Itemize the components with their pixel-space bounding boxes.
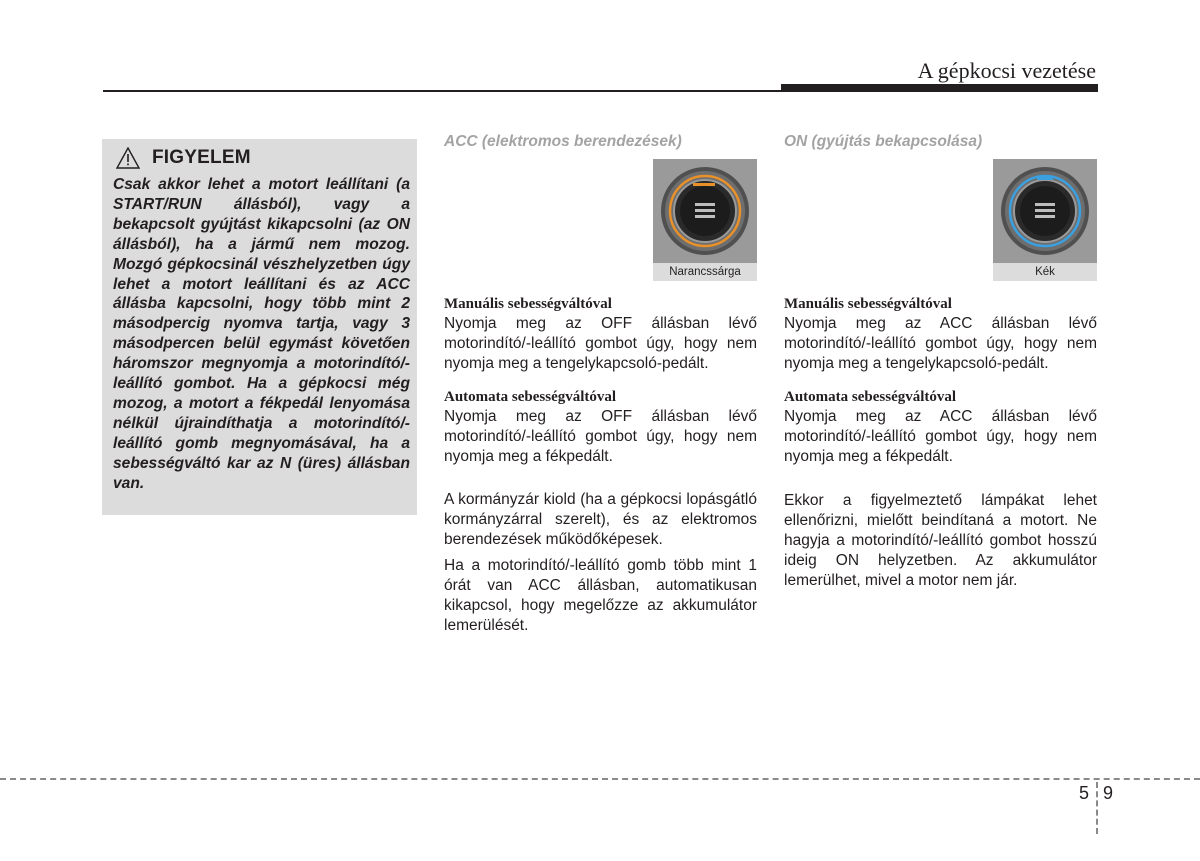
on-column xyxy=(784,133,1097,591)
on-photo-figure xyxy=(993,159,1097,281)
footer-divider xyxy=(0,778,1200,780)
acc-photo-caption: Narancssárga xyxy=(653,263,757,281)
start-stop-button-icon xyxy=(997,163,1093,259)
acc-automatic-text: Nyomja meg az OFF állásban lévő motorindító/-leállító gombot úgy, hogy nem nyomja meg a fékpedált. xyxy=(444,408,757,465)
on-section-title: ON (gyújtás bekapcsolása) xyxy=(784,133,983,150)
on-start-button-photo xyxy=(993,159,1097,263)
warning-box xyxy=(102,139,417,515)
warning-triangle-icon xyxy=(116,147,140,169)
header-accent-bar xyxy=(781,84,1098,92)
chapter-number: 5 xyxy=(1079,783,1090,803)
on-paragraph-warning-lamps: Ekkor a figyelmeztető lámpákat lehet ellenőrizni, mielőtt beindítaná a motort. Ne hagyja a motorindító/-leállító gombot hosszú ideig ON helyzetben. Az akkumulátor lemerülhet, mivel a motor nem jár. xyxy=(784,492,1097,589)
acc-column xyxy=(444,133,757,636)
acc-manual-heading: Manuális sebességváltóval xyxy=(444,296,612,312)
acc-automatic-heading: Automata sebességváltóval xyxy=(444,389,617,405)
start-stop-button-icon xyxy=(657,163,753,259)
acc-manual-text: Nyomja meg az OFF állásban lévő motorindító/-leállító gombot úgy, hogy nem nyomja meg a tengelykapcsoló-pedált. xyxy=(444,315,757,372)
on-automatic-text: Nyomja meg az ACC állásban lévő motorindító/-leállító gombot úgy, hogy nem nyomja meg a fékpedált. xyxy=(784,408,1097,465)
warning-header xyxy=(116,147,409,169)
page-number-separator xyxy=(1096,782,1098,834)
on-automatic-heading: Automata sebességváltóval xyxy=(784,389,957,405)
page-number: 9 xyxy=(1103,783,1114,803)
acc-paragraph-auto-off: Ha a motorindító/-leállító gomb több mint 1 órát van ACC állásban, automatikusan kikapcsol, hogy megelőzze az akkumulátor lemerülését. xyxy=(444,557,757,634)
warning-title: FIGYELEM xyxy=(152,147,251,168)
on-manual-text: Nyomja meg az ACC állásban lévő motorindító/-leállító gombot úgy, hogy nem nyomja meg a tengelykapcsoló-pedált. xyxy=(784,315,1097,372)
page-header-title: A gépkocsi vezetése xyxy=(917,58,1096,83)
acc-section-title: ACC (elektromos berendezések) xyxy=(444,133,682,150)
acc-photo-figure xyxy=(653,159,757,281)
acc-paragraph-steering-lock: A kormányzár kiold (ha a gépkocsi lopásgátló kormányzárral szerelt), és az elektromos berendezések működőképesek. xyxy=(444,491,757,548)
on-manual-heading: Manuális sebességváltóval xyxy=(784,296,952,312)
warning-text: Csak akkor lehet a motort leállítani (a START/RUN állásból), vagy a bekapcsolt gyújtást kikapcsolni (az ON állásból), ha a jármű nem mozog. Mozgó gépkocsinál vészhelyzetben úgy lehet a motort leállítani és az ACC állásba kapcsolni, hogy több mint 2 másodpercig nyomva tartja, vagy 3 másodpercen belül egymást követően háromszor megnyomja a motorindító/-leállító gombot. Ha a gépkocsi még mozog, a motort a fékpedál lenyomása nélkül újraindíthatja a motorindító/-leállító gomb megnyomásával, ha a sebességváltó kar az N (üres) állásban van. xyxy=(113,176,410,492)
acc-start-button-photo xyxy=(653,159,757,263)
on-photo-caption: Kék xyxy=(993,263,1097,281)
